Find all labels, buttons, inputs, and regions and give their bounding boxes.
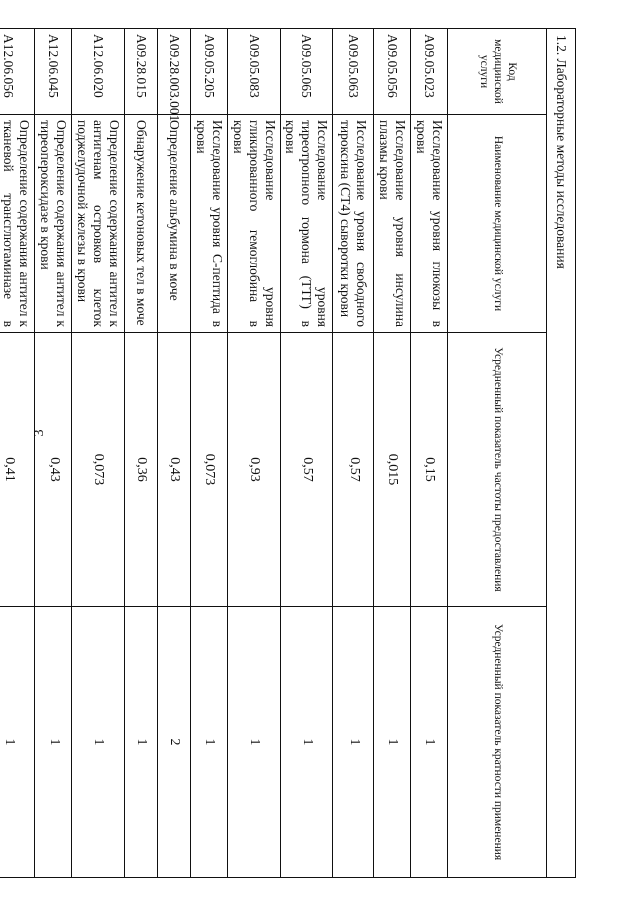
cell-name: Определение альбумина в моче <box>157 115 190 333</box>
cell-multiplicity: 1 <box>227 607 280 878</box>
cell-multiplicity: 2 <box>157 607 190 878</box>
cell-name: Исследование уровня гликированного гемоглобина в крови <box>227 115 280 333</box>
cell-multiplicity: 1 <box>0 607 35 878</box>
cell-multiplicity: 1 <box>374 607 411 878</box>
table-row <box>280 29 333 878</box>
table-row <box>374 29 411 878</box>
rotated-document <box>1 28 576 877</box>
cell-frequency: 0,93 <box>227 333 280 607</box>
cell-frequency: 0,073 <box>72 333 125 607</box>
cell-multiplicity: 1 <box>411 607 448 878</box>
cell-code: A09.05.205 <box>190 29 227 115</box>
table-row <box>124 29 157 878</box>
cell-frequency: 0,36 <box>124 333 157 607</box>
cell-name: Исследование уровня тиреотропного гормона (ТТГ) в крови <box>280 115 333 333</box>
cell-code: A09.05.083 <box>227 29 280 115</box>
header-name: Наименование медицинской услуги <box>448 115 547 333</box>
table-row <box>35 29 72 878</box>
cell-frequency: 0,41 <box>0 333 35 607</box>
table-row <box>227 29 280 878</box>
page-number: 3 <box>32 429 47 437</box>
cell-name: Обнаружение кетоновых тел в моче <box>124 115 157 333</box>
cell-multiplicity: 1 <box>190 607 227 878</box>
cell-multiplicity: 1 <box>72 607 125 878</box>
cell-multiplicity: 1 <box>333 607 374 878</box>
header-code: Код медицинской услуги <box>448 29 547 115</box>
cell-multiplicity: 1 <box>35 607 72 878</box>
cell-frequency: 0,073 <box>190 333 227 607</box>
cell-name: Определение содержания антител к тиреопероксидазе в крови <box>35 115 72 333</box>
table-row <box>411 29 448 878</box>
cell-code: A09.28.015 <box>124 29 157 115</box>
services-table <box>0 28 576 878</box>
cell-name: Исследование уровня свободного тироксина (СТ4) сыворотки крови <box>333 115 374 333</box>
table-row <box>72 29 125 878</box>
cell-name: Определение содержания антител к антигенам островков клеток поджелудочной железы в крови <box>72 115 125 333</box>
cell-frequency: 0,015 <box>374 333 411 607</box>
table-row <box>190 29 227 878</box>
table-row <box>333 29 374 878</box>
cell-frequency: 0,43 <box>157 333 190 607</box>
table-row <box>0 29 35 878</box>
header-frequency: Усредненный показатель частоты предоставления <box>448 333 547 607</box>
cell-name: Исследование уровня глюкозы в крови <box>411 115 448 333</box>
section-title: 1.2. Лабораторные методы исследования <box>547 29 576 878</box>
cell-frequency: 0,43 <box>35 333 72 607</box>
cell-name: Исследование уровня инсулина плазмы крови <box>374 115 411 333</box>
cell-frequency: 0,57 <box>280 333 333 607</box>
cell-code: A09.05.056 <box>374 29 411 115</box>
cell-code: A09.05.023 <box>411 29 448 115</box>
cell-code: A12.06.020 <box>72 29 125 115</box>
header-multiplicity: Усредненный показатель кратности применения <box>448 607 547 878</box>
cell-code: A09.28.003.001 <box>157 29 190 115</box>
table-row <box>157 29 190 878</box>
cell-multiplicity: 1 <box>124 607 157 878</box>
cell-name: Исследование уровня С-пептида в крови <box>190 115 227 333</box>
cell-frequency: 0,15 <box>411 333 448 607</box>
cell-frequency: 0,57 <box>333 333 374 607</box>
cell-code: A12.06.056 <box>0 29 35 115</box>
cell-name: Определение содержания антител к тканевой трансглютаминазе в <box>0 115 35 333</box>
cell-code: A09.05.063 <box>333 29 374 115</box>
cell-code: A12.06.045 <box>35 29 72 115</box>
cell-code: A09.05.065 <box>280 29 333 115</box>
cell-multiplicity: 1 <box>280 607 333 878</box>
